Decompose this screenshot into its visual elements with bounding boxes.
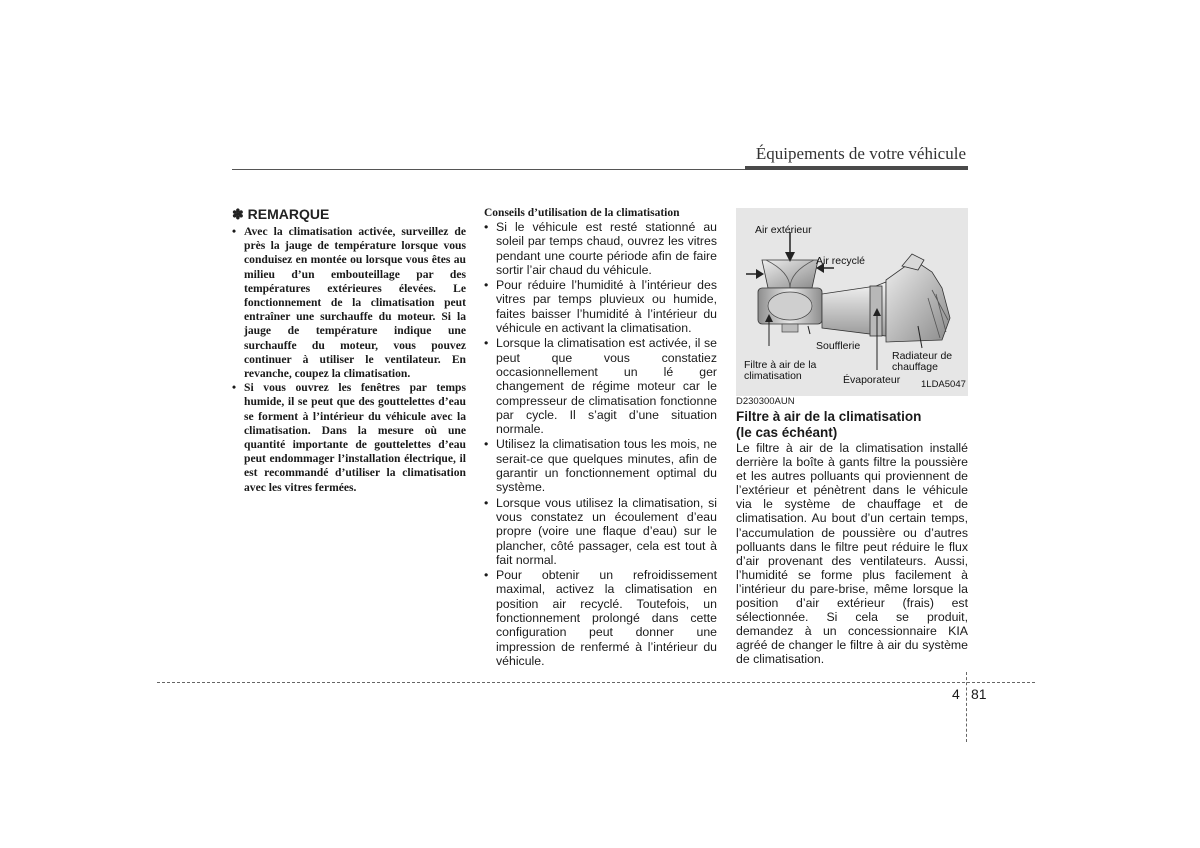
footer-rule [157,682,1035,683]
label-filter-line2: climatisation [744,370,802,382]
label-evaporator: Évaporateur [843,374,901,386]
hvac-diagram [736,208,968,396]
header-rule-accent [745,166,968,170]
label-outside-air: Air extérieur [755,224,812,236]
filter-section-title [736,409,968,440]
filter-section-body: Le filtre à air de la climatisation installé derrière la boîte à gants filtre la poussière et les autres polluants qui proviennent de l’extérieur et pénètrent dans le véhicule via le système de chauffage et de climatisation. Au bout d’un certain temps, l’accumulation de poussière ou d’autres polluants dans le filtre peut réduire le flux d’air provenant des ventilateurs. Aussi, l’humidité se forme plus facilement à l’intérieur du pare-brise, même lorsque la position d’air extérieur (frais) est sélectionnée. Si cela se produit, demandez à un concessionnaire KIA agréé de changer le filtre à air du système de climatisation. [736,441,968,667]
remark-box [232,206,466,495]
filter-title-line1: Filtre à air de la climatisation [736,409,922,424]
page-section-number: 4 [952,686,960,702]
figure-code: 1LDA5047 [921,379,966,390]
tip-item: • Si le véhicule est resté stationné au soleil par temps chaud, ouvrez les vitres pendant une courte période afin de faire sortir l’air chaud du véhicule. [484,220,717,277]
label-blower: Soufflerie [816,340,861,352]
tip-item: • Lorsque vous utilisez la climatisation, si vous constatez un écoulement d’eau propre (voire une flaque d’eau) sur le plancher, côté passager, cela est tout à fait normal. [484,496,717,567]
page-number: 81 [971,686,987,702]
label-heater-line2: chauffage [892,361,938,373]
tip-item: • Utilisez la climatisation tous les mois, ne serait-ce que quelques minutes, afin de garantir un fonctionnement optimal du système. [484,437,717,494]
filter-title-line2: (le cas échéant) [736,424,838,440]
tips-section [484,207,717,669]
footer-divider [966,672,967,742]
filter-section [736,396,968,667]
tip-item: • Lorsque la climatisation est activée, il se peut que vous constatiez occasionnellement un lé ger changement de régime moteur car le compresseur de climatisation fonctionne par cycle. Il s’agit d’une situation normale. [484,336,717,436]
label-recirculated-air: Air recyclé [816,255,866,267]
tips-list [484,220,717,668]
remark-list [232,225,466,495]
remark-title: ✽ REMARQUE [232,206,330,222]
label-filter-line1: Filtre à air de la [744,359,817,371]
label-filter [744,360,816,382]
page-header-title: Équipements de votre véhicule [755,144,966,163]
tip-item: • Pour réduire l’humidité à l’intérieur des vitres par temps pluvieux ou humide, faites baisser l’humidité à l’intérieur du véhicule en activant la climatisation. [484,278,717,335]
remark-item: • Si vous ouvrez les fenêtres par temps humide, il se peut que des gouttelettes d’eau se forment à l’intérieur du véhicule avec la climatisation. Dans la mesure où une quantité importante de gouttelettes d’eau peut endommager l’installation électrique, il est recommandé d’utiliser la climatisation avec les vitres fermées. [232,381,466,495]
label-heater [892,351,952,373]
section-ref-code: D230300AUN [736,396,795,407]
label-heater-line1: Radiateur de [892,350,953,362]
remark-item: • Avec la climatisation activée, surveillez de près la jauge de température lorsque vous conduisez en montée ou lorsque vous êtes au milieu d’un embouteillage par des températures extérieures élevées. Le fonctionnement de la climatisation peut entraîner une surchauffe du moteur. Si la jauge de température indique une surchauffe du moteur, vous pouvez continuer à utiliser le ventilateur. En revanche, coupez la climatisation. [232,225,466,381]
tips-title: Conseils d’utilisation de la climatisation [484,207,680,219]
tip-item: • Pour obtenir un refroidissement maximal, activez la climatisation en position air recyclé. Toutefois, un fonctionnement prolongé dans cette configuration peut donner une impression de renfermé à l’intérieur du véhicule. [484,568,717,668]
